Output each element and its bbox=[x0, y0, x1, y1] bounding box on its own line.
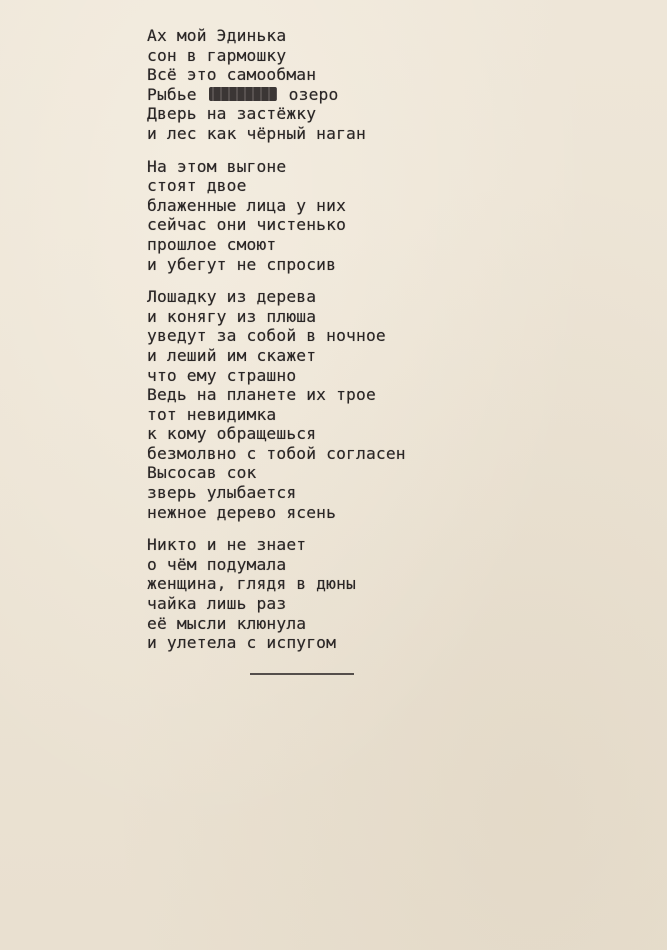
poem bbox=[147, 26, 467, 666]
poem-line: Дверь на застёжку bbox=[147, 104, 317, 124]
poem-line: тот невидимка bbox=[147, 404, 277, 424]
poem-line: чайка лишь раз bbox=[147, 594, 287, 614]
poem-line: зверь улыбается bbox=[147, 483, 297, 503]
poem-line: сейчас они чистенько bbox=[147, 215, 347, 235]
struck-out-word bbox=[209, 87, 277, 101]
stanza-4 bbox=[147, 535, 467, 653]
poem-line: к кому обращешься bbox=[147, 424, 317, 444]
poem-line: Высосав сок bbox=[147, 463, 257, 483]
poem-line: что ему страшно bbox=[147, 365, 297, 385]
poem-line: и улетела с испугом bbox=[147, 633, 337, 653]
stanza-2 bbox=[147, 157, 467, 275]
poem-line: Всё это самообман bbox=[147, 65, 317, 85]
poem-line: и лес как чёрный наган bbox=[147, 123, 366, 143]
poem-line: и леший им скажет bbox=[147, 345, 317, 365]
poem-line: и убегут не спросив bbox=[147, 254, 337, 274]
poem-line: Никто и не знает bbox=[147, 535, 307, 555]
poem-line: блаженные лица у них bbox=[147, 195, 347, 215]
poem-line: прошлое смоют bbox=[147, 234, 277, 254]
poem-line: о чём подумала bbox=[147, 554, 287, 574]
poem-line-with-strikeout bbox=[147, 85, 467, 105]
poem-line: женщина, глядя в дюны bbox=[147, 574, 356, 594]
stanza-3 bbox=[147, 287, 467, 522]
poem-line: нежное дерево ясень bbox=[147, 502, 337, 522]
poem-line: уведут за собой в ночное bbox=[147, 326, 386, 346]
line-text-after: озеро bbox=[278, 84, 339, 104]
poem-line: Лошадку из дерева bbox=[147, 287, 317, 307]
poem-line: Ведь на планете их трое bbox=[147, 385, 376, 405]
stanza-1 bbox=[147, 26, 467, 144]
closing-divider-line bbox=[250, 673, 354, 675]
poem-line: и конягу из плюша bbox=[147, 306, 317, 326]
poem-line: стоят двое bbox=[147, 176, 247, 196]
poem-line: безмолвно с тобой согласен bbox=[147, 443, 406, 463]
poem-line: сон в гармошку bbox=[147, 45, 287, 65]
poem-line: её мысли клюнула bbox=[147, 613, 307, 633]
line-text-before: Рыбье bbox=[147, 84, 207, 104]
poem-line: Ах мой Эдинька bbox=[147, 26, 287, 45]
poem-line: На этом выгоне bbox=[147, 156, 287, 176]
